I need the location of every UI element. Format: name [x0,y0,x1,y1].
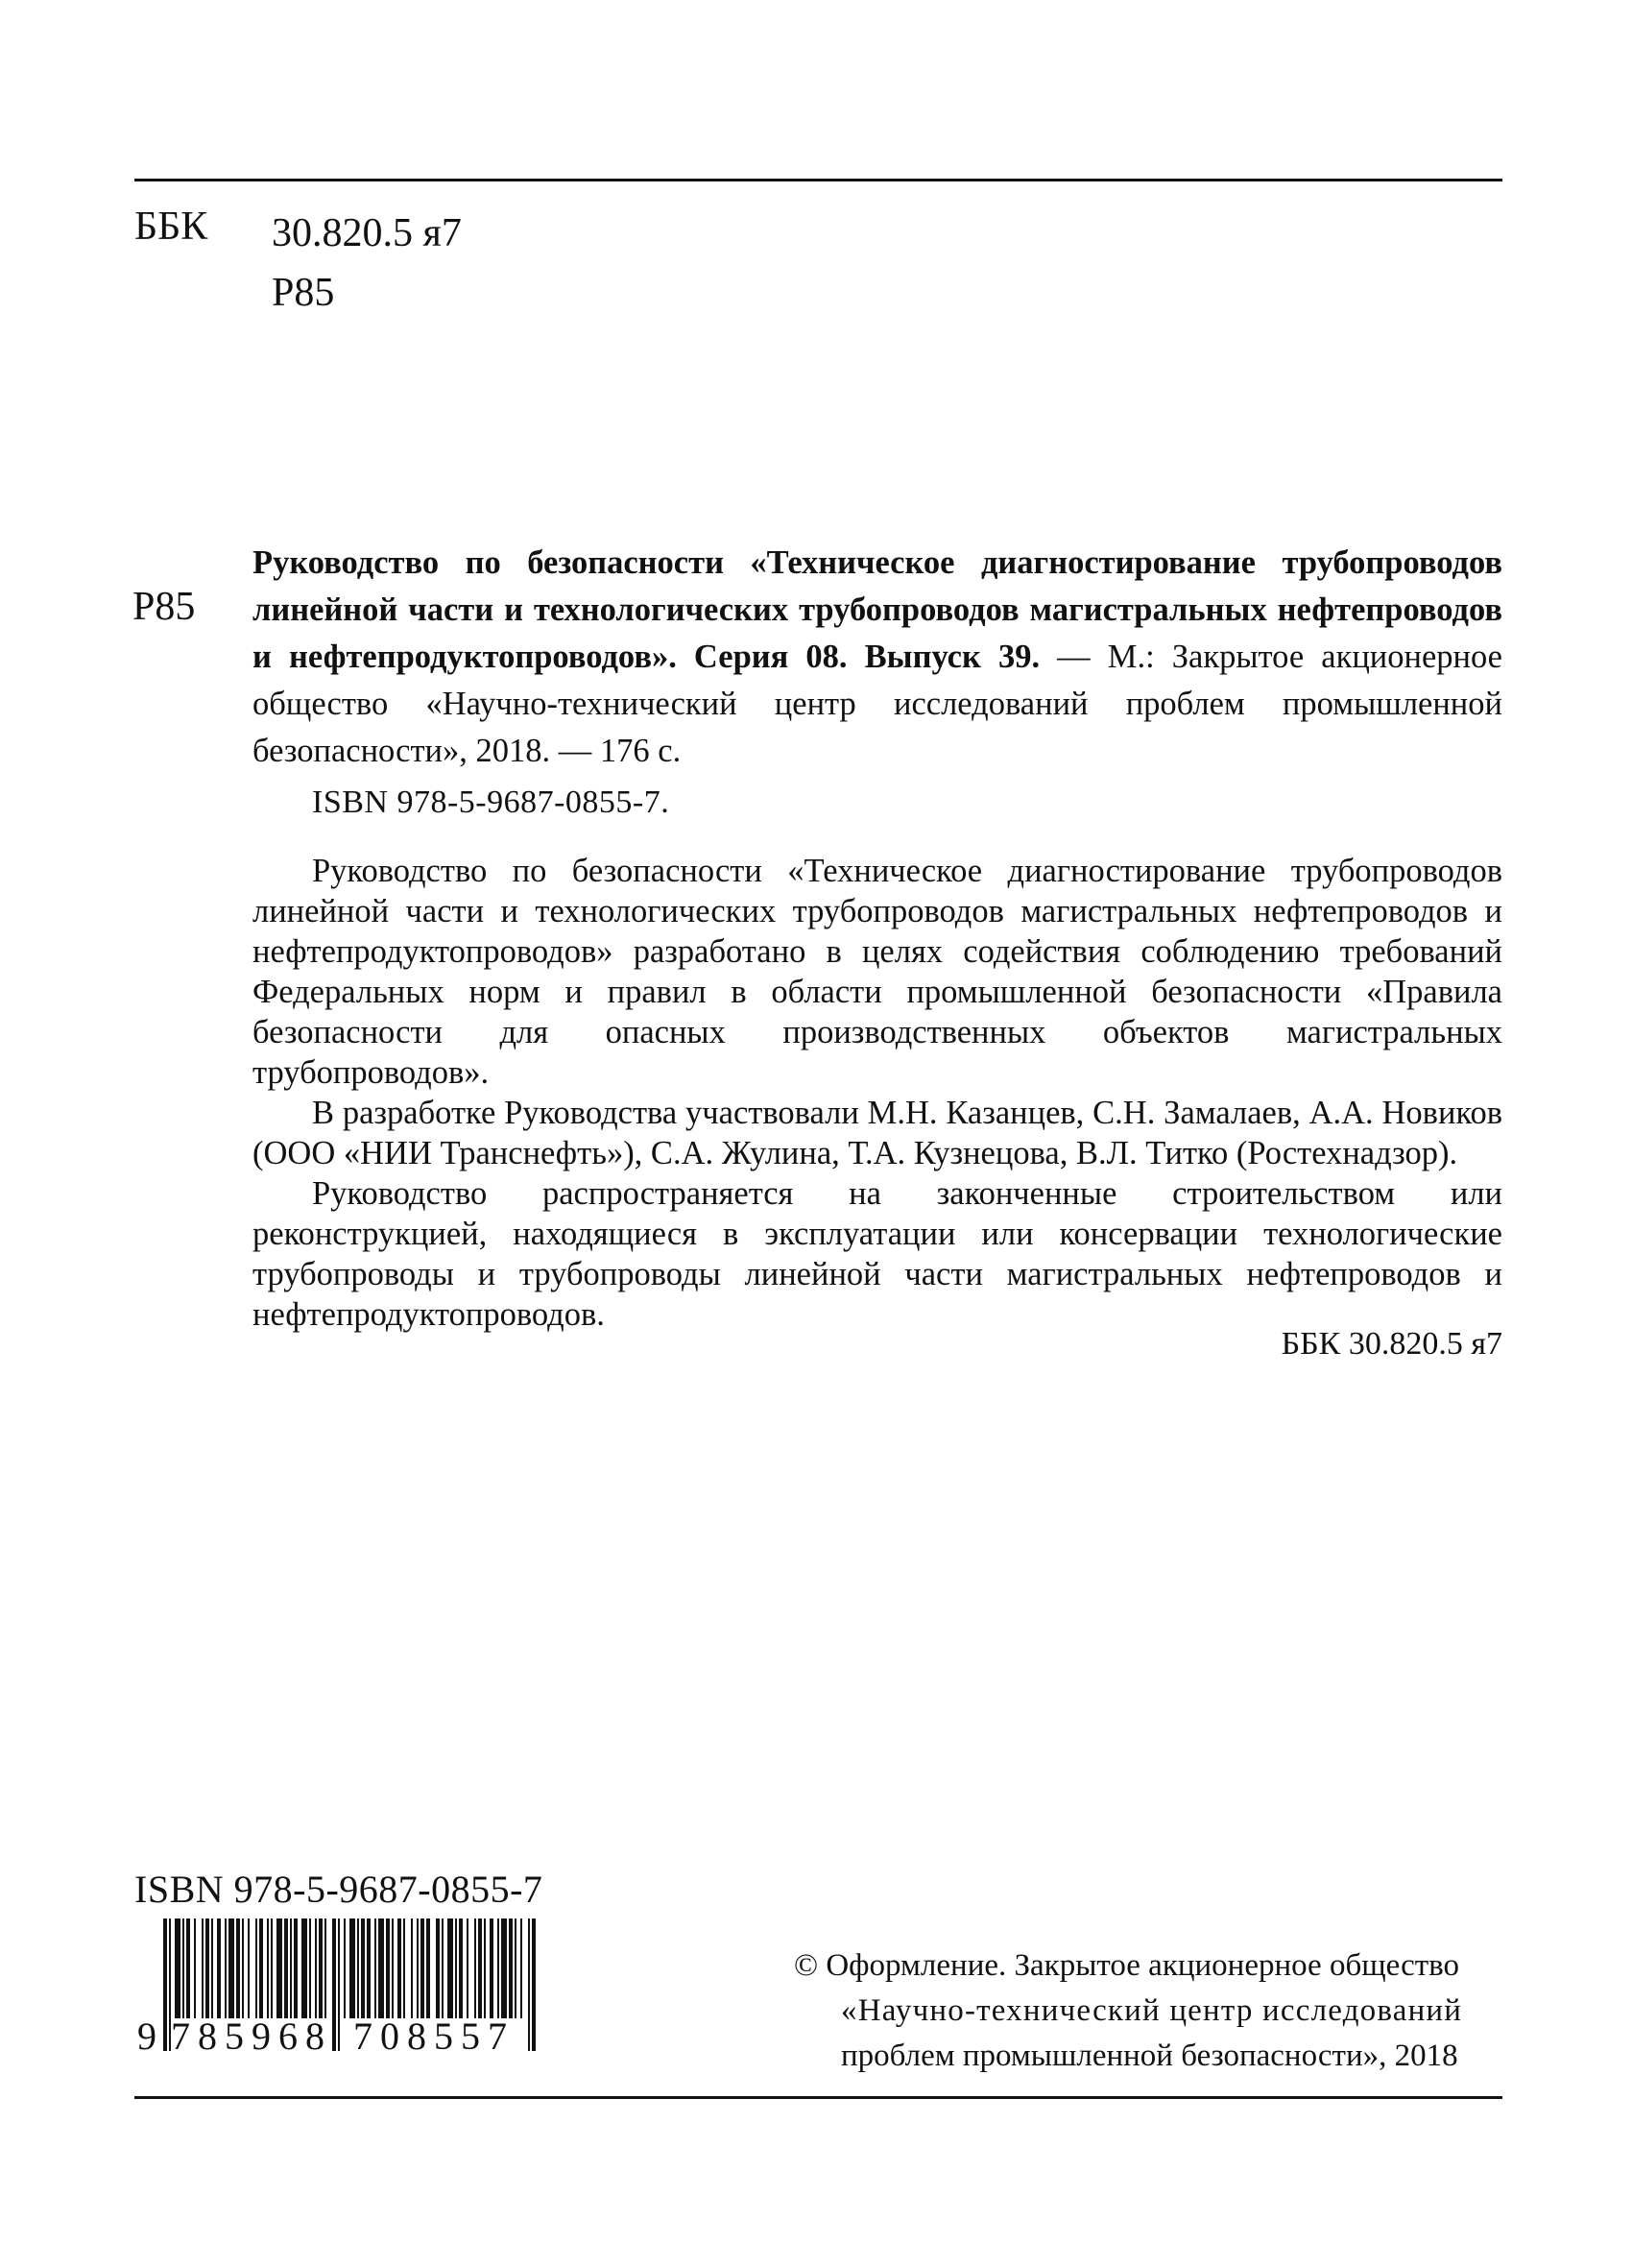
barcode-bar [284,1918,288,2018]
barcode-bar [163,1918,167,2051]
barcode-bar [205,1918,209,2018]
barcode-bar [532,1918,536,2051]
barcode-bar [357,1918,359,2018]
annotation-paragraph: Руководство распространяется на законченные строительством или реконструкцией, находящиеся в эксплуатации или консервации технологические трубопроводы и трубопроводы линейной части магистральных нефтепроводов и нефтепродуктопроводов. [252,1175,1502,1333]
barcode-bar [332,1918,336,2051]
barcode-bar [338,1918,340,2051]
barcode-bar [319,1918,323,2018]
author-sign: Р85 [272,271,335,315]
barcode-bar [186,1918,190,2018]
barcode-bar [490,1918,493,2018]
barcode-bar [349,1918,355,2018]
barcode-bar [374,1918,376,2018]
bibliographic-record [252,540,1502,775]
barcode-bar [392,1918,394,2018]
barcode-bar [259,1918,263,2018]
copyright-line: проблем промышленной безопасности», 2018 [841,2039,1458,2073]
barcode-bar [484,1918,486,2018]
barcode-bar [509,1918,513,2018]
copyright-line: © Оформление. Закрытое акционерное общество [794,1948,1460,1983]
barcode-bar [497,1918,499,2018]
bbk-right: ББК 30.820.5 я7 [1281,1326,1502,1362]
side-author-sign: Р85 [132,585,196,629]
barcode-bar [397,1918,401,2018]
barcode-bar [290,1918,292,2018]
barcode-bar [367,1918,371,2018]
barcode-bar [478,1918,482,2018]
barcode-bar [501,1918,507,2018]
barcode-bar [248,1918,250,2018]
barcode-bar [309,1918,311,2018]
bbk-code: 30.820.5 я7 [272,211,462,255]
barcode-first-digit: 9 [137,2015,156,2053]
barcode-bar [194,1918,196,2018]
barcode-bar [344,1918,346,2018]
barcode-bar [528,1918,530,2051]
top-rule [134,179,1502,181]
barcode-bar [217,1918,221,2018]
barcode-bar [455,1918,457,2018]
biblio-publisher: — М.: Закрытое акционерное общество «Научно-технический центр исследований проблем промышленной безопасности», 2018. — 176 с. [252,639,1502,769]
barcode-digits-left: 785968 [171,2015,332,2053]
bbk-code-block [272,204,462,323]
barcode-bar [420,1918,424,2018]
barcode-bar [520,1918,522,2018]
barcode-bar [515,1918,516,2018]
barcode-bar [175,1918,180,2018]
barcode-bar [386,1918,390,2018]
annotation [252,851,1502,1335]
annotation-paragraph: Руководство по безопасности «Техническое диагностирование трубопроводов линейной части и технологических трубопроводов магистральных нефтепроводов и нефтепродуктопроводов» разработано в целях содействия соблюдению требований Федеральных норм и правил в области промышленной безопасности «Правила безопасности для опасных производственных объектов магистральных трубопроводов». [252,853,1502,1091]
bbk-label: ББК [134,205,208,249]
barcode-bar [276,1918,282,2018]
barcode-bar [378,1918,384,2018]
barcode-bar [236,1918,240,2018]
barcode-bar [403,1918,405,2018]
barcode-bar [182,1918,184,2018]
barcode-bar [426,1918,430,2018]
barcode-bar [228,1918,234,2018]
barcode-bar [242,1918,244,2018]
barcode-bar [267,1918,269,2018]
barcode-digits-right: 708557 [353,2015,515,2053]
copyright-block [794,1943,1462,2079]
annotation-paragraph: В разработке Руководства участвовали М.Н. Казанцев, С.Н. Замалаев, А.А. Новиков (ООО «НИИ Транснефть»), С.А. Жулина, Т.А. Кузнецова, В.Л. Титко (Ростехнадзор). [252,1095,1502,1171]
barcode-bar [411,1918,413,2018]
bottom-rule [134,2096,1502,2099]
barcode-bar [271,1918,273,2018]
biblio-title: Руководство по безопасности «Техническое диагностирование трубопроводов линейной части и технологических трубопроводов магистральных нефтепроводов и нефтепродуктопроводов». Серия 08. Выпуск 39. [252,544,1502,675]
barcode-bar [467,1918,468,2018]
barcode-bar [447,1918,453,2018]
barcode-bar [202,1918,204,2018]
barcode-bar [361,1918,365,2018]
barcode-bar [255,1918,257,2018]
barcode-bar [225,1918,227,2018]
barcode-bar [442,1918,444,2018]
barcode-bar [324,1918,326,2018]
barcode-bar [315,1918,317,2018]
barcode-isbn-text: ISBN 978-5-9687-0855-7 [134,1868,543,1911]
isbn-barcode [134,1918,547,2053]
barcode-bar [211,1918,213,2018]
copyright-line: «Научно-технический центр исследований [841,1993,1463,2028]
barcode-bar [417,1918,419,2018]
barcode-bar [294,1918,298,2018]
barcode-bar [474,1918,476,2018]
barcode-bar [436,1918,440,2018]
isbn-line: ISBN 978-5-9687-0855-7. [312,784,670,820]
barcode-bar [459,1918,463,2018]
barcode-bar [301,1918,307,2018]
